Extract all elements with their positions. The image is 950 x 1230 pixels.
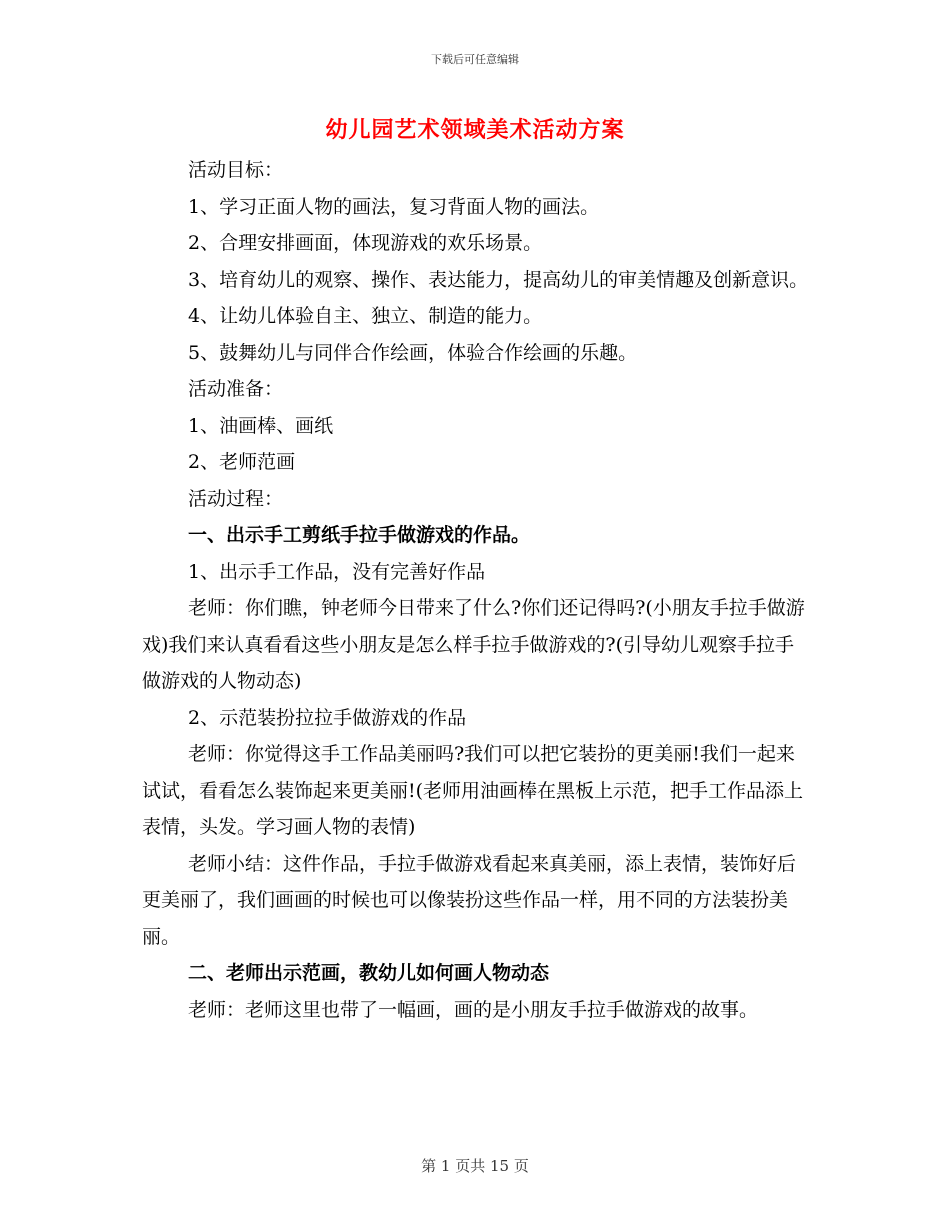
paragraph: 老师：你们瞧，钟老师今日带来了什么?你们还记得吗?(小朋友手拉手做游戏)我们来认真看看这些小朋友是怎么样手拉手做游戏的?(引导幼儿观察手拉手做游戏的人物动态) [142, 597, 805, 692]
paragraph: 2、示范装扮拉拉手做游戏的作品 [188, 706, 467, 729]
page-number: 第 1 页共 15 页 [421, 1157, 529, 1175]
section-heading: 二、老师出示范画，教幼儿如何画人物动态 [188, 962, 550, 984]
paragraph: 老师：老师这里也带了一幅画，画的是小朋友手拉手做游戏的故事。 [188, 998, 759, 1021]
paragraph: 活动过程： [188, 487, 284, 510]
paragraph: 3、培育幼儿的观察、操作、表达能力，提高幼儿的审美情趣及创新意识。 [188, 268, 809, 291]
paragraph: 2、老师范画 [188, 451, 296, 473]
document-body [142, 152, 810, 1028]
paragraph: 1、油画棒、画纸 [188, 414, 334, 437]
document-title: 幼儿园艺术领域美术活动方案 [325, 117, 625, 143]
paragraph: 2、合理安排画面，体现游戏的欢乐场景。 [188, 232, 543, 254]
paragraph: 5、鼓舞幼儿与同伴合作绘画，体验合作绘画的乐趣。 [188, 341, 638, 364]
header-note: 下载后可任意编辑 [431, 53, 519, 66]
paragraph: 活动准备： [188, 378, 284, 400]
paragraph: 活动目标： [188, 159, 284, 181]
paragraph: 老师小结：这件作品，手拉手做游戏看起来真美丽，添上表情，装饰好后更美丽了，我们画画的时候也可以像装扮这些作品一样，用不同的方法装扮美丽。 [142, 852, 797, 948]
paragraph: 老师：你觉得这手工作品美丽吗?我们可以把它装扮的更美丽!我们一起来试试，看看怎么装饰起来更美丽!(老师用油画棒在黑板上示范，把手工作品添上表情，头发。学习画人物的表情) [142, 743, 804, 838]
section-heading: 一、出示手工剪纸手拉手做游戏的作品。 [188, 524, 531, 546]
paragraph: 1、出示手工作品，没有完善好作品 [188, 560, 486, 583]
paragraph: 4、让幼儿体验自主、独立、制造的能力。 [188, 305, 543, 327]
paragraph: 1、学习正面人物的画法，复习背面人物的画法。 [188, 195, 600, 218]
